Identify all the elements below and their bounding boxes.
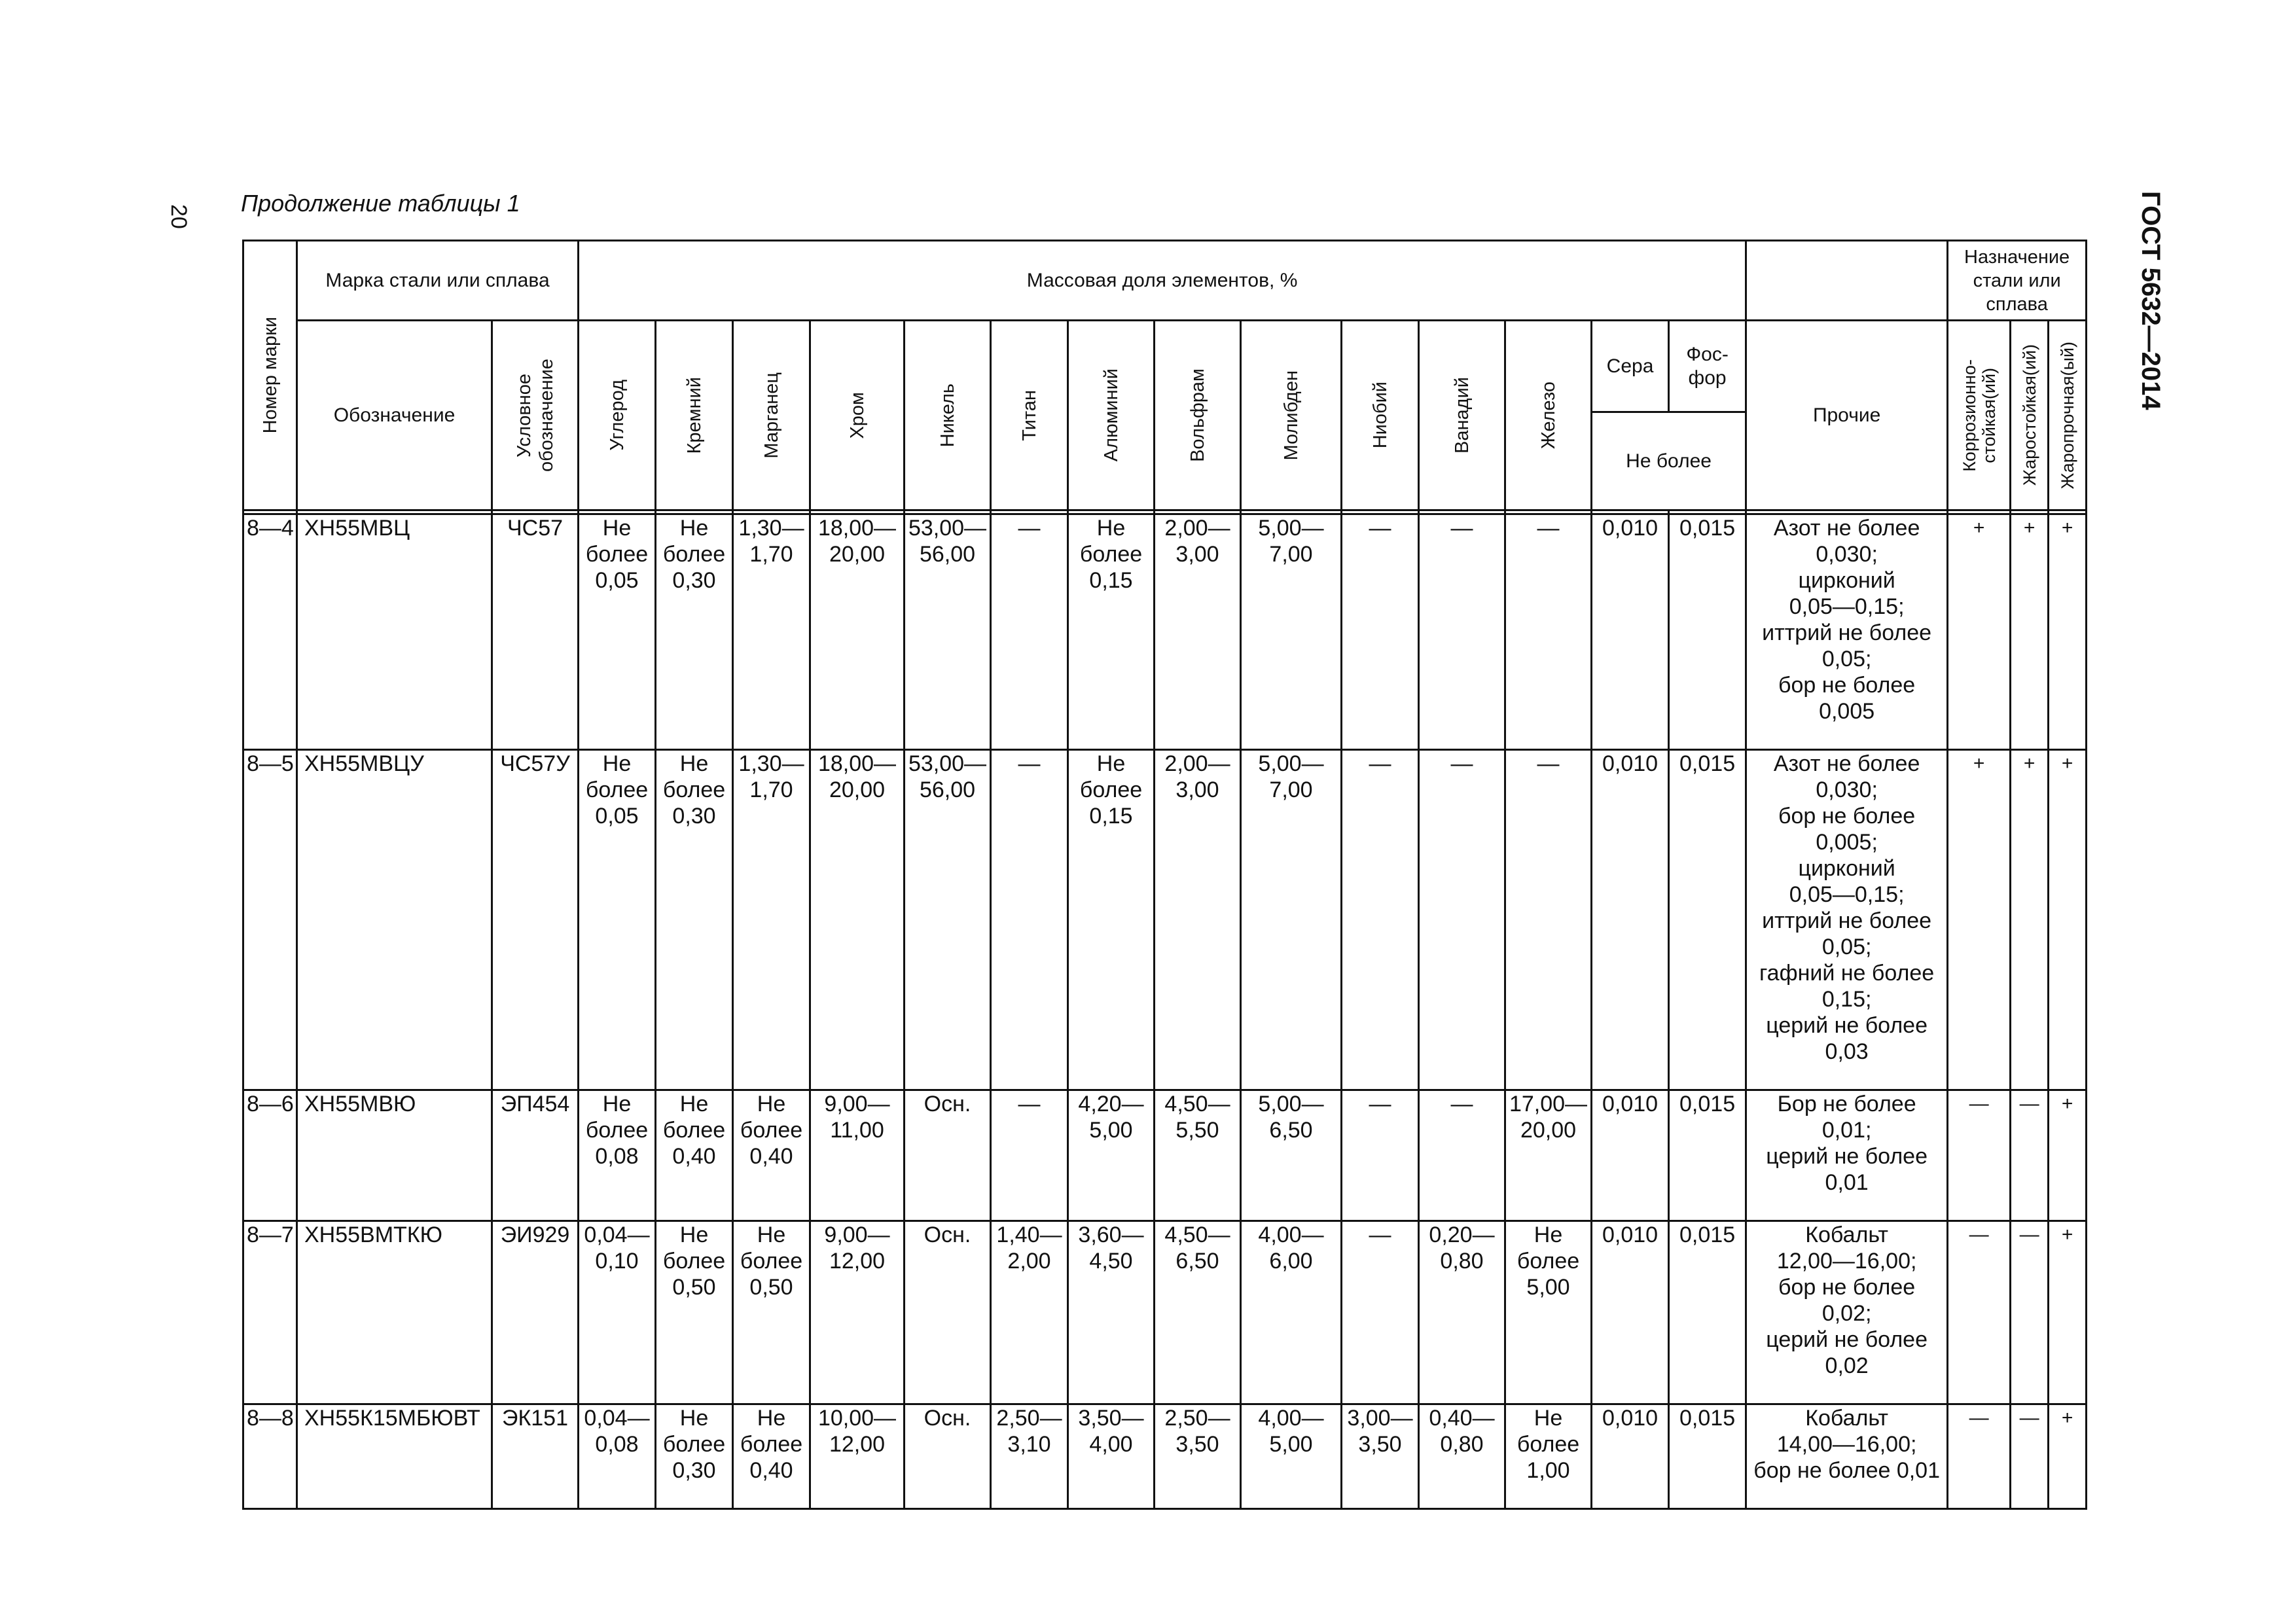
- header-scale-resistant: Жаростойкая(ий): [2011, 321, 2049, 510]
- header-carbon: Углерод: [579, 321, 656, 510]
- cell-vanadium: —: [1419, 514, 1505, 750]
- header-titanium: Титан: [991, 321, 1068, 510]
- cell-phosphorus: 0,015: [1669, 1221, 1746, 1404]
- cell-niobium: —: [1342, 514, 1419, 750]
- cell-carbon: Не более 0,05: [579, 514, 656, 750]
- row-designation: ХН55ВМТКЮ: [297, 1221, 492, 1404]
- composition-table: [242, 240, 2087, 1510]
- cell-scale-resistant: —: [2011, 1404, 2049, 1509]
- cell-sulfur: 0,010: [1592, 1090, 1669, 1221]
- cell-niobium: —: [1342, 750, 1419, 1090]
- cell-silicon: Не более 0,30: [656, 750, 733, 1090]
- cell-molybdenum: 4,00— 5,00: [1241, 1404, 1342, 1509]
- cell-manganese: Не более 0,40: [733, 1404, 810, 1509]
- cell-niobium: —: [1342, 1221, 1419, 1404]
- cell-nickel: 53,00— 56,00: [905, 514, 991, 750]
- cell-heat-resistant: +: [2049, 750, 2087, 1090]
- header-mass-fraction: Массовая доля элементов, %: [579, 241, 1746, 321]
- cell-corrosion: —: [1948, 1221, 2011, 1404]
- cell-tungsten: 2,00— 3,00: [1155, 750, 1241, 1090]
- cell-silicon: Не более 0,40: [656, 1090, 733, 1221]
- cell-sulfur: 0,010: [1592, 514, 1669, 750]
- cell-chromium: 18,00— 20,00: [810, 514, 905, 750]
- header-phosphorus: Фос- фор: [1669, 321, 1746, 412]
- cell-nickel: 53,00— 56,00: [905, 750, 991, 1090]
- cell-corrosion: +: [1948, 750, 2011, 1090]
- table-caption: Продолжение таблицы 1: [241, 190, 520, 217]
- cell-carbon: 0,04— 0,08: [579, 1404, 656, 1509]
- header-steel-grade: Марка стали или сплава: [297, 241, 579, 321]
- cell-other: Азот не более 0,030; цирконий 0,05—0,15; иттрий не более 0,05; бор не более 0,005: [1746, 514, 1948, 750]
- cell-corrosion: —: [1948, 1404, 2011, 1509]
- table-row: [243, 1404, 2087, 1509]
- cell-carbon: Не более 0,08: [579, 1090, 656, 1221]
- row-code: ЭК151: [492, 1404, 579, 1509]
- cell-phosphorus: 0,015: [1669, 1404, 1746, 1509]
- cell-molybdenum: 5,00— 7,00: [1241, 514, 1342, 750]
- row-code: ЧС57У: [492, 750, 579, 1090]
- cell-sulfur: 0,010: [1592, 1404, 1669, 1509]
- cell-titanium: —: [991, 514, 1068, 750]
- cell-scale-resistant: +: [2011, 750, 2049, 1090]
- cell-manganese: 1,30— 1,70: [733, 514, 810, 750]
- cell-aluminum: 3,50— 4,00: [1068, 1404, 1155, 1509]
- header-niobium: Ниобий: [1342, 321, 1419, 510]
- cell-heat-resistant: +: [2049, 1090, 2087, 1221]
- cell-tungsten: 4,50— 6,50: [1155, 1221, 1241, 1404]
- header-not-more: Не более: [1592, 412, 1746, 510]
- cell-heat-resistant: +: [2049, 1221, 2087, 1404]
- cell-other: Кобальт 14,00—16,00; бор не более 0,01: [1746, 1404, 1948, 1509]
- header-sulfur: Сера: [1592, 321, 1669, 412]
- cell-molybdenum: 4,00— 6,00: [1241, 1221, 1342, 1404]
- cell-aluminum: 3,60— 4,50: [1068, 1221, 1155, 1404]
- cell-niobium: —: [1342, 1090, 1419, 1221]
- row-number: 8—4: [243, 514, 297, 750]
- cell-vanadium: —: [1419, 750, 1505, 1090]
- cell-chromium: 9,00— 12,00: [810, 1221, 905, 1404]
- cell-iron: —: [1505, 750, 1592, 1090]
- cell-other: Бор не более 0,01; церий не более 0,01: [1746, 1090, 1948, 1221]
- cell-manganese: 1,30— 1,70: [733, 750, 810, 1090]
- cell-aluminum: Не более 0,15: [1068, 514, 1155, 750]
- header-corrosion: Коррозионно- стойкая(ий): [1948, 321, 2011, 510]
- cell-chromium: 9,00— 11,00: [810, 1090, 905, 1221]
- cell-iron: Не более 5,00: [1505, 1221, 1592, 1404]
- cell-sulfur: 0,010: [1592, 750, 1669, 1090]
- cell-titanium: 2,50— 3,10: [991, 1404, 1068, 1509]
- cell-sulfur: 0,010: [1592, 1221, 1669, 1404]
- page-number: 20: [166, 204, 191, 229]
- cell-molybdenum: 5,00— 6,50: [1241, 1090, 1342, 1221]
- cell-iron: —: [1505, 514, 1592, 750]
- cell-silicon: Не более 0,30: [656, 514, 733, 750]
- header-other: Прочие: [1746, 321, 1948, 510]
- row-designation: ХН55МВЦУ: [297, 750, 492, 1090]
- header-manganese: Марганец: [733, 321, 810, 510]
- header-chromium: Хром: [810, 321, 905, 510]
- cell-aluminum: Не более 0,15: [1068, 750, 1155, 1090]
- table-row: [243, 514, 2087, 750]
- cell-titanium: 1,40— 2,00: [991, 1221, 1068, 1404]
- table-row: [243, 750, 2087, 1090]
- row-designation: ХН55МВЮ: [297, 1090, 492, 1221]
- cell-silicon: Не более 0,30: [656, 1404, 733, 1509]
- cell-phosphorus: 0,015: [1669, 750, 1746, 1090]
- cell-scale-resistant: +: [2011, 514, 2049, 750]
- cell-molybdenum: 5,00— 7,00: [1241, 750, 1342, 1090]
- cell-heat-resistant: +: [2049, 514, 2087, 750]
- cell-manganese: Не более 0,40: [733, 1090, 810, 1221]
- cell-titanium: —: [991, 750, 1068, 1090]
- cell-corrosion: —: [1948, 1090, 2011, 1221]
- header-silicon: Кремний: [656, 321, 733, 510]
- header-iron: Железо: [1505, 321, 1592, 510]
- header-nickel: Никель: [905, 321, 991, 510]
- row-number: 8—8: [243, 1404, 297, 1509]
- header-molybdenum: Молибден: [1241, 321, 1342, 510]
- header-purpose: Назначение стали или сплава: [1948, 241, 2087, 321]
- cell-iron: Не более 1,00: [1505, 1404, 1592, 1509]
- cell-nickel: Осн.: [905, 1090, 991, 1221]
- header-heat-resistant: Жаропрочная(ый): [2049, 321, 2087, 510]
- row-number: 8—6: [243, 1090, 297, 1221]
- cell-heat-resistant: +: [2049, 1404, 2087, 1509]
- header-mark-number: Номер марки: [243, 241, 297, 510]
- cell-vanadium: —: [1419, 1090, 1505, 1221]
- row-designation: ХН55МВЦ: [297, 514, 492, 750]
- cell-vanadium: 0,40— 0,80: [1419, 1404, 1505, 1509]
- cell-tungsten: 4,50— 5,50: [1155, 1090, 1241, 1221]
- cell-phosphorus: 0,015: [1669, 1090, 1746, 1221]
- cell-carbon: 0,04— 0,10: [579, 1221, 656, 1404]
- table-row: [243, 1090, 2087, 1221]
- cell-manganese: Не более 0,50: [733, 1221, 810, 1404]
- standard-designation: ГОСТ 5632—2014: [2136, 191, 2165, 410]
- header-tungsten: Вольфрам: [1155, 321, 1241, 510]
- cell-scale-resistant: —: [2011, 1221, 2049, 1404]
- cell-nickel: Осн.: [905, 1221, 991, 1404]
- header-conventional: Условное обозначение: [492, 321, 579, 510]
- cell-silicon: Не более 0,50: [656, 1221, 733, 1404]
- cell-chromium: 18,00— 20,00: [810, 750, 905, 1090]
- cell-titanium: —: [991, 1090, 1068, 1221]
- cell-other: Кобальт 12,00—16,00; бор не более 0,02; церий не более 0,02: [1746, 1221, 1948, 1404]
- row-number: 8—5: [243, 750, 297, 1090]
- cell-vanadium: 0,20— 0,80: [1419, 1221, 1505, 1404]
- cell-carbon: Не более 0,05: [579, 750, 656, 1090]
- header-designation: Обозначение: [297, 321, 492, 510]
- cell-scale-resistant: —: [2011, 1090, 2049, 1221]
- row-code: ЧС57: [492, 514, 579, 750]
- row-number: 8—7: [243, 1221, 297, 1404]
- cell-tungsten: 2,00— 3,00: [1155, 514, 1241, 750]
- cell-iron: 17,00— 20,00: [1505, 1090, 1592, 1221]
- row-code: ЭП454: [492, 1090, 579, 1221]
- cell-phosphorus: 0,015: [1669, 514, 1746, 750]
- cell-nickel: Осн.: [905, 1404, 991, 1509]
- row-designation: ХН55К15МБЮВТ: [297, 1404, 492, 1509]
- cell-tungsten: 2,50— 3,50: [1155, 1404, 1241, 1509]
- cell-corrosion: +: [1948, 514, 2011, 750]
- header-vanadium: Ванадий: [1419, 321, 1505, 510]
- header-aluminum: Алюминий: [1068, 321, 1155, 510]
- cell-other: Азот не более 0,030; бор не более 0,005; цирконий 0,05—0,15; иттрий не более 0,05; гафний не более 0,15; церий не более 0,03: [1746, 750, 1948, 1090]
- row-code: ЭИ929: [492, 1221, 579, 1404]
- cell-chromium: 10,00— 12,00: [810, 1404, 905, 1509]
- table-row: [243, 1221, 2087, 1404]
- cell-aluminum: 4,20— 5,00: [1068, 1090, 1155, 1221]
- cell-niobium: 3,00— 3,50: [1342, 1404, 1419, 1509]
